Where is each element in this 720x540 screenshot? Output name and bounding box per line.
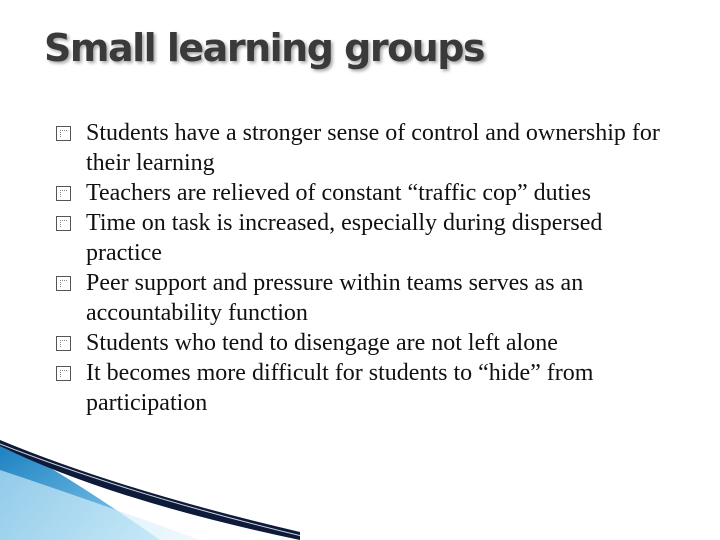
- bullet-text: Peer support and pressure within teams serves as an accountability function: [86, 270, 584, 326]
- list-item: [56, 178, 676, 208]
- list-item: [56, 268, 676, 328]
- list-item: [56, 328, 676, 358]
- bullet-text: Students who tend to disengage are not left alone: [86, 330, 558, 356]
- bullet-text: Teachers are relieved of constant “traffic cop” duties: [86, 180, 591, 206]
- bullet-text: Time on task is increased, especially during dispersed practice: [86, 210, 603, 266]
- list-item: [56, 358, 676, 418]
- bullet-list: [56, 118, 676, 418]
- list-item: [56, 208, 676, 268]
- bullet-text: It becomes more difficult for students to “hide” from participation: [86, 360, 594, 416]
- bullet-text: Students have a stronger sense of control and ownership for their learning: [86, 120, 660, 176]
- square-bullet-icon: [56, 276, 71, 291]
- corner-wave-decoration: [0, 440, 320, 540]
- square-bullet-icon: [56, 366, 71, 381]
- list-item: [56, 118, 676, 178]
- square-bullet-icon: [56, 336, 71, 351]
- square-bullet-icon: [56, 186, 71, 201]
- square-bullet-icon: [56, 216, 71, 231]
- slide-title: Small learning groups: [44, 26, 485, 70]
- square-bullet-icon: [56, 126, 71, 141]
